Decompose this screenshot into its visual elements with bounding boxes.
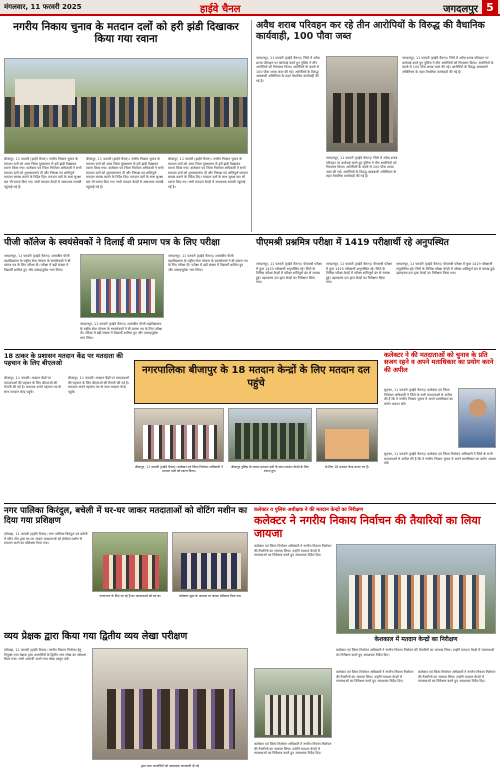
story1-col2: बीजापुर, 11 फरवरी (हाईवे चैनल)। नगरीय निकाय चुनाव के मतदान दलों को आज जिला मुख्यालय से हरी झंडी दिखाकर रवाना किया गया। कलेक्टर एवं जिला निर्वाचन अधिकारी ने सभी मतदान दलों को शुभकामनाएं दीं और निष्पक्ष एवं शांतिपूर्ण मतदान सम्पन्न कराने के निर्देश दिए। मतदान दलों के साथ सुरक्षा बल भी रवाना किए गए। सभी मतदान केन्द्रों में आवश्यक सामग्री पहुंचाई गई है। — [86, 157, 164, 189]
issue-date: मंगलवार, 11 फरवरी 2025 — [4, 3, 82, 11]
story10-col2: सुकमा, 11 फरवरी (हाईवे चैनल)। कलेक्टर एवं जिला निर्वाचन अधिकारी ने जिले के सभी मतदाताओं से अपील की है कि वे नगरीय निकाय चुनाव में अपने मताधिकार का प्रयोग अवश्य करें। — [384, 452, 496, 466]
story1-col1: बीजापुर, 11 फरवरी (हाईवे चैनल)। नगरीय निकाय चुनाव के मतदान दलों को आज जिला मुख्यालय से हरी झंडी दिखाकर रवाना किया गया। कलेक्टर एवं जिला निर्वाचन अधिकारी ने सभी मतदान दलों को शुभकामनाएं दीं और निष्पक्ष एवं शांतिपूर्ण मतदान सम्पन्न कराने के निर्देश दिए। मतदान दलों के साथ सुरक्षा बल भी रवाना किए गए। सभी मतदान केन्द्रों में आवश्यक सामग्री पहुंचाई गई है। — [4, 157, 82, 189]
story3-col3: जगदलपुर, 11 फरवरी (हाईवे चैनल)। शासकीय पीजी महाविद्यालय के राष्ट्रीय सेवा योजना के स्वयंसेवकों ने बी प्रमाण पत्र के लिए परीक्षा दी। परीक्षा में बड़ी संख्या में विद्यार्थी शामिल हुए और उत्साहपूर्वक भाग लिया। — [168, 254, 248, 272]
story10-photo — [458, 388, 496, 448]
story9-headline: कलेक्टर ने नगरीय निकाय निर्वाचन की तैयारियों का लिया जायजा — [254, 514, 481, 540]
section-rule — [4, 503, 496, 504]
story5-col2: बीजापुर, 11 फरवरी। मतदान केंद्रों पर मतदाताओं की पहचान के लिए बीएलओ की तैनाती की गई है। मतदाता अपने पहचान पत्र के साथ मतदान केन्द्र पहुंचें। — [68, 376, 130, 394]
edition-city: जगदलपुर — [443, 4, 478, 15]
story2-col3: जगदलपुर, 11 फरवरी (हाईवे चैनल)। जिले में अवैध शराब परिवहन पर कार्रवाई करते हुए पुलिस ने तीन आरोपियों को गिरफ्तार किया। आरोपियों के कब्जे से 100 पौवा शराब जब्त की गई। आरोपियों के विरुद्ध आबकारी अधिनियम के तहत वैधानिक कार्यवाही की गई है। — [402, 56, 494, 74]
story9-col4: कलेक्टर एवं जिला निर्वाचन अधिकारी ने नगरीय निकाय निर्वाचन की तैयारियों का जायजा लिया। उन्होंने मतदान केन्द्रों में व्यवस्थाओं का निरीक्षण करते हुए आवश्यक निर्देश दिए। — [418, 670, 496, 684]
story10-col1: सुकमा, 11 फरवरी (हाईवे चैनल)। कलेक्टर एवं जिला निर्वाचन अधिकारी ने जिले के सभी मतदाताओं से अपील की है कि वे नगरीय निकाय चुनाव में अपने मताधिकार का प्रयोग अवश्य करें। — [384, 388, 454, 406]
story7-col1: दंतेवाड़ा, 11 फरवरी (हाईवे चैनल)। नगर पालिका किरंदुल एवं बचेली में स्वीप टीम द्वारा घर-घर जाकर मतदाताओं को ईवीएम मशीन से मतदान करने का प्रशिक्षण दिया गया। — [4, 532, 88, 546]
page-header — [0, 0, 500, 16]
story6-caption1: बीजापुर, 11 फरवरी (हाईवे चैनल)। कलेक्टर एवं जिला निर्वाचन अधिकारी ने मतदान दलों को रवाना किया। — [135, 465, 223, 473]
story7-photo1 — [92, 532, 168, 592]
story3-col1: जगदलपुर, 11 फरवरी (हाईवे चैनल)। शासकीय पीजी महाविद्यालय के राष्ट्रीय सेवा योजना के स्वयंसेवकों ने बी प्रमाण पत्र के लिए परीक्षा दी। परीक्षा में बड़ी संख्या में विद्यार्थी शामिल हुए और उत्साहपूर्वक भाग लिया। — [4, 254, 71, 272]
column-divider — [251, 20, 252, 232]
story9-col3: कलेक्टर एवं जिला निर्वाचन अधिकारी ने नगरीय निकाय निर्वाचन की तैयारियों का जायजा लिया। उन्होंने मतदान केन्द्रों में व्यवस्थाओं का निरीक्षण करते हुए आवश्यक निर्देश दिए। — [336, 670, 414, 684]
story4-col2: जगदलपुर, 11 फरवरी (हाईवे चैनल)। पीएमश्री परीक्षा में कुल 1419 परीक्षार्थी अनुपस्थित रहे। जिले के विभिन्न परीक्षा केन्द्रों में परीक्षा शांतिपूर्ण ढंग से सम्पन्न हुई। उड़नदस्ता दल द्वारा केन्द्रों का निरीक्षण किया गया। — [326, 262, 392, 285]
story7-caption2: कलेक्टर सुधा के आवास पर जाकर प्रशिक्षण दिया गया — [179, 594, 241, 598]
story8-col1: दंतेवाड़ा, 11 फरवरी (हाईवे चैनल)। नगरीय निकाय निर्वाचन हेतु नियुक्त व्यय प्रेक्षक द्वारा अभ्यर्थियों के द्वितीय व्यय लेखा का परीक्षण किया गया। सभी अभ्यर्थी अपने व्यय लेखा प्रस्तुत करें। — [4, 648, 87, 662]
story5-col1: बीजापुर, 11 फरवरी। मतदान केंद्रों पर मतदाताओं की पहचान के लिए बीएलओ की तैनाती की गई है। मतदाता अपने पहचान पत्र के साथ मतदान केन्द्र पहुंचें। — [4, 376, 62, 394]
story1-col3: बीजापुर, 11 फरवरी (हाईवे चैनल)। नगरीय निकाय चुनाव के मतदान दलों को आज जिला मुख्यालय से हरी झंडी दिखाकर रवाना किया गया। कलेक्टर एवं जिला निर्वाचन अधिकारी ने सभी मतदान दलों को शुभकामनाएं दीं और निष्पक्ष एवं शांतिपूर्ण मतदान सम्पन्न कराने के निर्देश दिए। मतदान दलों के साथ सुरक्षा बल भी रवाना किए गए। सभी मतदान केन्द्रों में आवश्यक सामग्री पहुंचाई गई है। — [168, 157, 248, 189]
story3-col2: जगदलपुर, 11 फरवरी (हाईवे चैनल)। शासकीय पीजी महाविद्यालय के राष्ट्रीय सेवा योजना के स्वयंसेवकों ने बी प्रमाण पत्र के लिए परीक्षा दी। परीक्षा में बड़ी संख्या में विद्यार्थी शामिल हुए और उत्साहपूर्वक भाग लिया। — [80, 322, 163, 340]
story7-headline: नगर पालिका किरंदुल, बचेली में घर-घर जाकर मतदाताओं को वोटिंग मशीन का दिया गया प्रशिक्षण — [4, 506, 248, 526]
story7-caption1: जनगणना के लिए जा रहे हैं घर मतदाताओं को घर-घर — [99, 594, 161, 598]
section-rule — [4, 234, 496, 235]
newspaper-name: हाईवे चैनल — [200, 4, 241, 15]
story6-photo1 — [134, 408, 224, 462]
story10-headline: कलेक्टर ने की मतदाताओं को चुनाव के प्रति सजग रहने व अपने मताधिकार का प्रयोग करने की अपील — [384, 351, 494, 374]
story6-photo2 — [228, 408, 312, 462]
story1-photo — [4, 58, 248, 154]
story9-col1: कलेक्टर एवं जिला निर्वाचन अधिकारी ने नगरीय निकाय निर्वाचन की तैयारियों का जायजा लिया। उन्होंने मतदान केन्द्रों में व्यवस्थाओं का निरीक्षण करते हुए आवश्यक निर्देश दिए। — [254, 544, 332, 558]
story3-photo — [80, 254, 164, 318]
story4-headline: पीएमश्री प्रश्नमित्र परीक्षा में 1419 परीक्षार्थी रहे अनुपस्थित — [256, 238, 449, 248]
story9-kicker: कलेक्टर व पुलिस अधीक्षक ने की मतदान केन्द्रों का निरीक्षण — [254, 507, 364, 513]
story9-photo2 — [254, 668, 332, 738]
page-number: 5 — [482, 0, 498, 16]
story6-caption3: के लिए 18 मतदान केन्द्र बनाए गए हैं। — [324, 465, 370, 469]
story6-banner: नगरपालिका बीजापुर के 18 मतदान केन्द्रों के लिए मतदान दल पहुंचे — [134, 360, 378, 404]
story9-col2: कलेक्टर एवं जिला निर्वाचन अधिकारी ने नगरीय निकाय निर्वाचन की तैयारियों का जायजा लिया। उन्होंने मतदान केन्द्रों में व्यवस्थाओं का निरीक्षण करते हुए आवश्यक निर्देश दिए। — [336, 648, 495, 657]
story4-col1: जगदलपुर, 11 फरवरी (हाईवे चैनल)। पीएमश्री परीक्षा में कुल 1419 परीक्षार्थी अनुपस्थित रहे। जिले के विभिन्न परीक्षा केन्द्रों में परीक्षा शांतिपूर्ण ढंग से सम्पन्न हुई। उड़नदस्ता दल द्वारा केन्द्रों का निरीक्षण किया गया। — [256, 262, 322, 285]
story5-headline: 18 ठाकर के प्रशासन मतदान केंद्र पर मतदाता की पहचान के लिए बीएलओ — [4, 352, 123, 368]
section-rule — [4, 349, 496, 350]
story8-photo — [92, 648, 248, 760]
story3-headline: पीजी कॉलेज के स्वयंसेवकों ने दिलाई वी प्रमाण पत्र के लिए परीक्षा — [4, 238, 220, 248]
story6-photo3 — [316, 408, 378, 462]
story2-headline: अवैध शराब परिवहन कर रहे तीन आरोपियों के विरुद्ध की वैधानिक कार्यवाही, 100 पौवा जब्त — [256, 20, 485, 42]
story7-photo2 — [172, 532, 248, 592]
story8-headline: व्यय प्रेक्षक द्वारा किया गया द्वितीय व्यय लेखा परीक्षण — [4, 631, 188, 642]
story9-photo — [336, 544, 496, 634]
story4-col3: जगदलपुर, 11 फरवरी (हाईवे चैनल)। पीएमश्री परीक्षा में कुल 1419 परीक्षार्थी अनुपस्थित रहे। जिले के विभिन्न परीक्षा केन्द्रों में परीक्षा शांतिपूर्ण ढंग से सम्पन्न हुई। उड़नदस्ता दल द्वारा केन्द्रों का निरीक्षण किया गया। — [396, 262, 496, 276]
story8-caption: द्वारा व्यय अभ्यर्थियों को आवश्यक जानकारी दी गई — [140, 764, 199, 768]
story9-subhead: केशकाल में मतदान केन्द्रों का निरीक्षण — [374, 636, 458, 643]
story6-caption2: बीजापुर पुलिस के जवान मतदान दलों के साथ मतदान केन्द्रों के लिए रवाना हुए। — [231, 465, 309, 473]
story1-headline: नगरीय निकाय चुनाव के मतदान दलों को हरी झंडी दिखाकर किया गया रवाना — [13, 21, 239, 46]
story2-col2: जगदलपुर, 11 फरवरी (हाईवे चैनल)। जिले में अवैध शराब परिवहन पर कार्रवाई करते हुए पुलिस ने तीन आरोपियों को गिरफ्तार किया। आरोपियों के कब्जे से 100 पौवा शराब जब्त की गई। आरोपियों के विरुद्ध आबकारी अधिनियम के तहत वैधानिक कार्यवाही की गई है। — [326, 156, 398, 179]
story9-col5: कलेक्टर एवं जिला निर्वाचन अधिकारी ने नगरीय निकाय निर्वाचन की तैयारियों का जायजा लिया। उन्होंने मतदान केन्द्रों में व्यवस्थाओं का निरीक्षण करते हुए आवश्यक निर्देश दिए। — [254, 742, 332, 756]
story2-col1: जगदलपुर, 11 फरवरी (हाईवे चैनल)। जिले में अवैध शराब परिवहन पर कार्रवाई करते हुए पुलिस ने तीन आरोपियों को गिरफ्तार किया। आरोपियों के कब्जे से 100 पौवा शराब जब्त की गई। आरोपियों के विरुद्ध आबकारी अधिनियम के तहत वैधानिक कार्यवाही की गई है। — [256, 56, 320, 83]
story2-photo — [326, 56, 398, 152]
